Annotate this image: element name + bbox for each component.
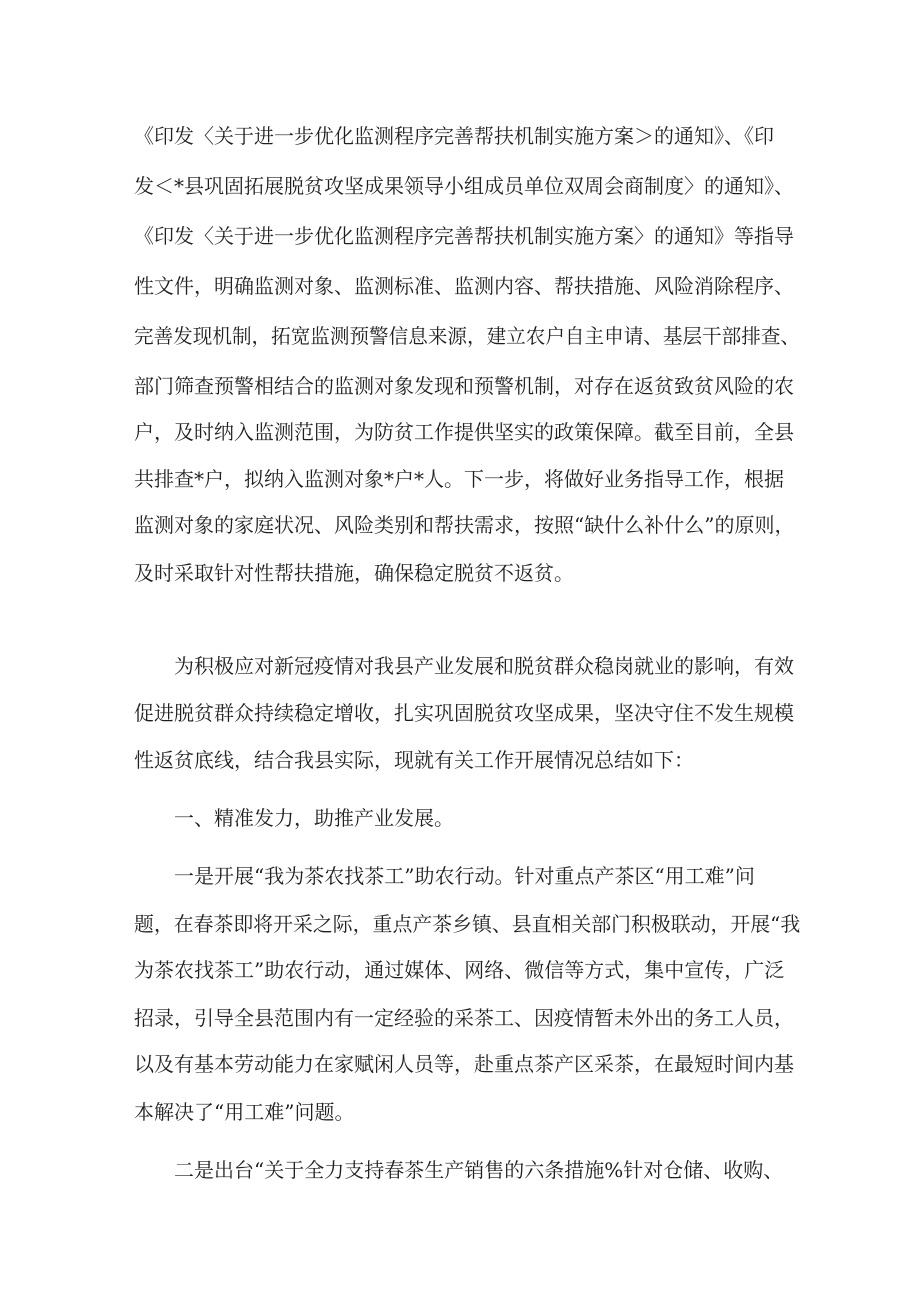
paragraph-1-line-3: 《印发〈关于进一步优化监测程序完善帮扶机制实施方案〉的通知》等指导 [134,224,794,248]
paragraph-3-line-6: 本解决了“用工难”问题。 [134,1100,355,1124]
paragraph-4-line-1: 二是出台“关于全力支持春茶生产销售的六条措施%针对仓储、收购、 [174,1158,784,1182]
paragraph-3-line-3: 为茶农找茶工”助农行动，通过媒体、网络、微信等方式，集中宣传，广泛 [134,958,785,982]
paragraph-1-line-5: 完善发现机制，拓宽监测预警信息来源，建立农户自主申请、基层干部排查、 [134,324,800,348]
paragraph-3-line-2: 题，在春茶即将开采之际，重点产茶乡镇、县直相关部门积极联动，开展“我 [134,912,801,936]
paragraph-1-line-9: 监测对象的家庭状况、风险类别和帮扶需求，按照“缺什么补什么”的原则， [134,513,795,537]
paragraph-2-line-3: 性返贫底线，结合我县实际，现就有关工作开展情况总结如下： [134,748,694,772]
paragraph-3-line-4: 招录，引导全县范围内有一定经验的采茶工、因疫情暂未外出的务工人员， [134,1006,794,1030]
paragraph-2-line-1: 为积极应对新冠疫情对我县产业发展和脱贫群众稳岗就业的影响，有效 [174,654,794,678]
paragraph-1-line-7: 户，及时纳入监测范围，为防贫工作提供坚实的政策保障。截至目前，全县 [134,420,794,444]
paragraph-1-line-4: 性文件，明确监测对象、监测标准、监测内容、帮扶措施、风险消除程序、 [134,274,794,298]
paragraph-3-line-1: 一是开展“我为茶农找茶工”助农行动。针对重点产茶区“用工难”问 [174,864,755,888]
paragraph-1-line-2: 发＜*县巩固拓展脱贫攻坚成果领导小组成员单位双周会商制度〉的通知》、 [134,174,794,198]
paragraph-1-line-1: 《印发〈关于进一步优化监测程序完善帮扶机制实施方案＞的通知》、《印 [134,124,774,148]
paragraph-3-line-5: 以及有基本劳动能力在家赋闲人员等，赴重点茶产区采茶，在最短时间内基 [134,1052,794,1076]
paragraph-1-line-10: 及时采取针对性帮扶措施，确保稳定脱贫不返贫。 [134,561,574,585]
paragraph-2-line-2: 促进脱贫群众持续稳定增收，扎实巩固脱贫攻坚成果，坚决守住不发生规模 [134,701,794,725]
section-heading-1: 一、精准发力，助推产业发展。 [174,806,454,830]
paragraph-1-line-8: 共排查*户，拟纳入监测对象*户*人。下一步，将做好业务指导工作，根据 [134,467,784,491]
paragraph-1-line-6: 部门筛查预警相结合的监测对象发现和预警机制，对存在返贫致贫风险的农 [134,374,794,398]
